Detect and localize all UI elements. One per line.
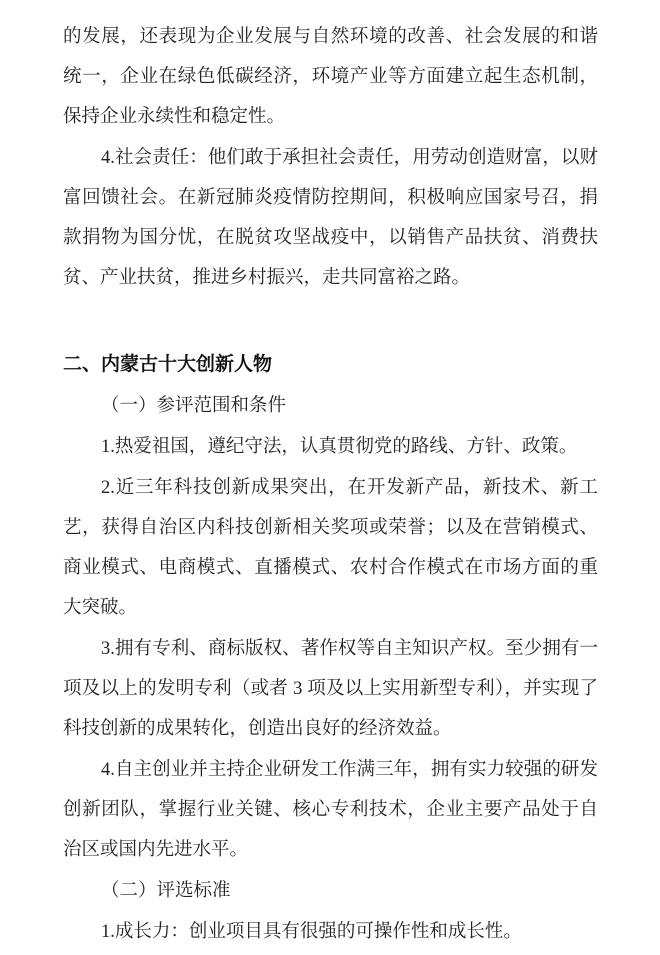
paragraph-criteria-1: 1.成长力：创业项目具有很强的可操作性和成长性。 — [101, 922, 522, 942]
paragraph-social-env-development: 的发展，还表现为企业发展与自然环境的改善、社会发展的和谐统一，企业在绿色低碳经济，环境产业等方面建立起生态机制，保持企业永续性和稳定性。 — [63, 27, 598, 127]
paragraph-condition-4: 4.自主创业并主持企业研发工作满三年，拥有实力较强的研发创新团队，掌握行业关键、核心专利技术，企业主要产品处于自治区或国内先进水平。 — [63, 760, 598, 860]
section-heading-top-ten-innovators: 二、内蒙古十大创新人物 — [63, 354, 273, 375]
paragraph-condition-1: 1.热爱祖国，遵纪守法，认真贯彻党的路线、方针、政策。 — [101, 437, 578, 457]
paragraph-condition-3: 3.拥有专利、商标版权、著作权等自主知识产权。至少拥有一项及以上的发明专利（或者 3 项及以上实用新型专利），并实现了科技创新的成果转化，创造出良好的经济效益。 — [63, 639, 598, 739]
subsection-heading-selection-criteria: （二）评选标准 — [101, 881, 231, 901]
paragraph-condition-2: 2.近三年科技创新成果突出，在开发新产品，新技术、新工艺，获得自治区内科技创新相关奖项或荣誉；以及在营销模式、商业模式、电商模式、直播模式、农村合作模式在市场方面的重大突破。 — [63, 478, 598, 618]
paragraph-social-responsibility: 4.社会责任：他们敢于承担社会责任，用劳动创造财富，以财富回馈社会。在新冠肺炎疫情防控期间，积极响应国家号召，捐款捐物为国分忧，在脱贫攻坚战疫中，以销售产品扶贫、消费扶贫、产业扶贫，推进乡村振兴，走共同富裕之路。 — [63, 148, 598, 288]
subsection-heading-scope-and-conditions: （一）参评范围和条件 — [101, 396, 287, 416]
